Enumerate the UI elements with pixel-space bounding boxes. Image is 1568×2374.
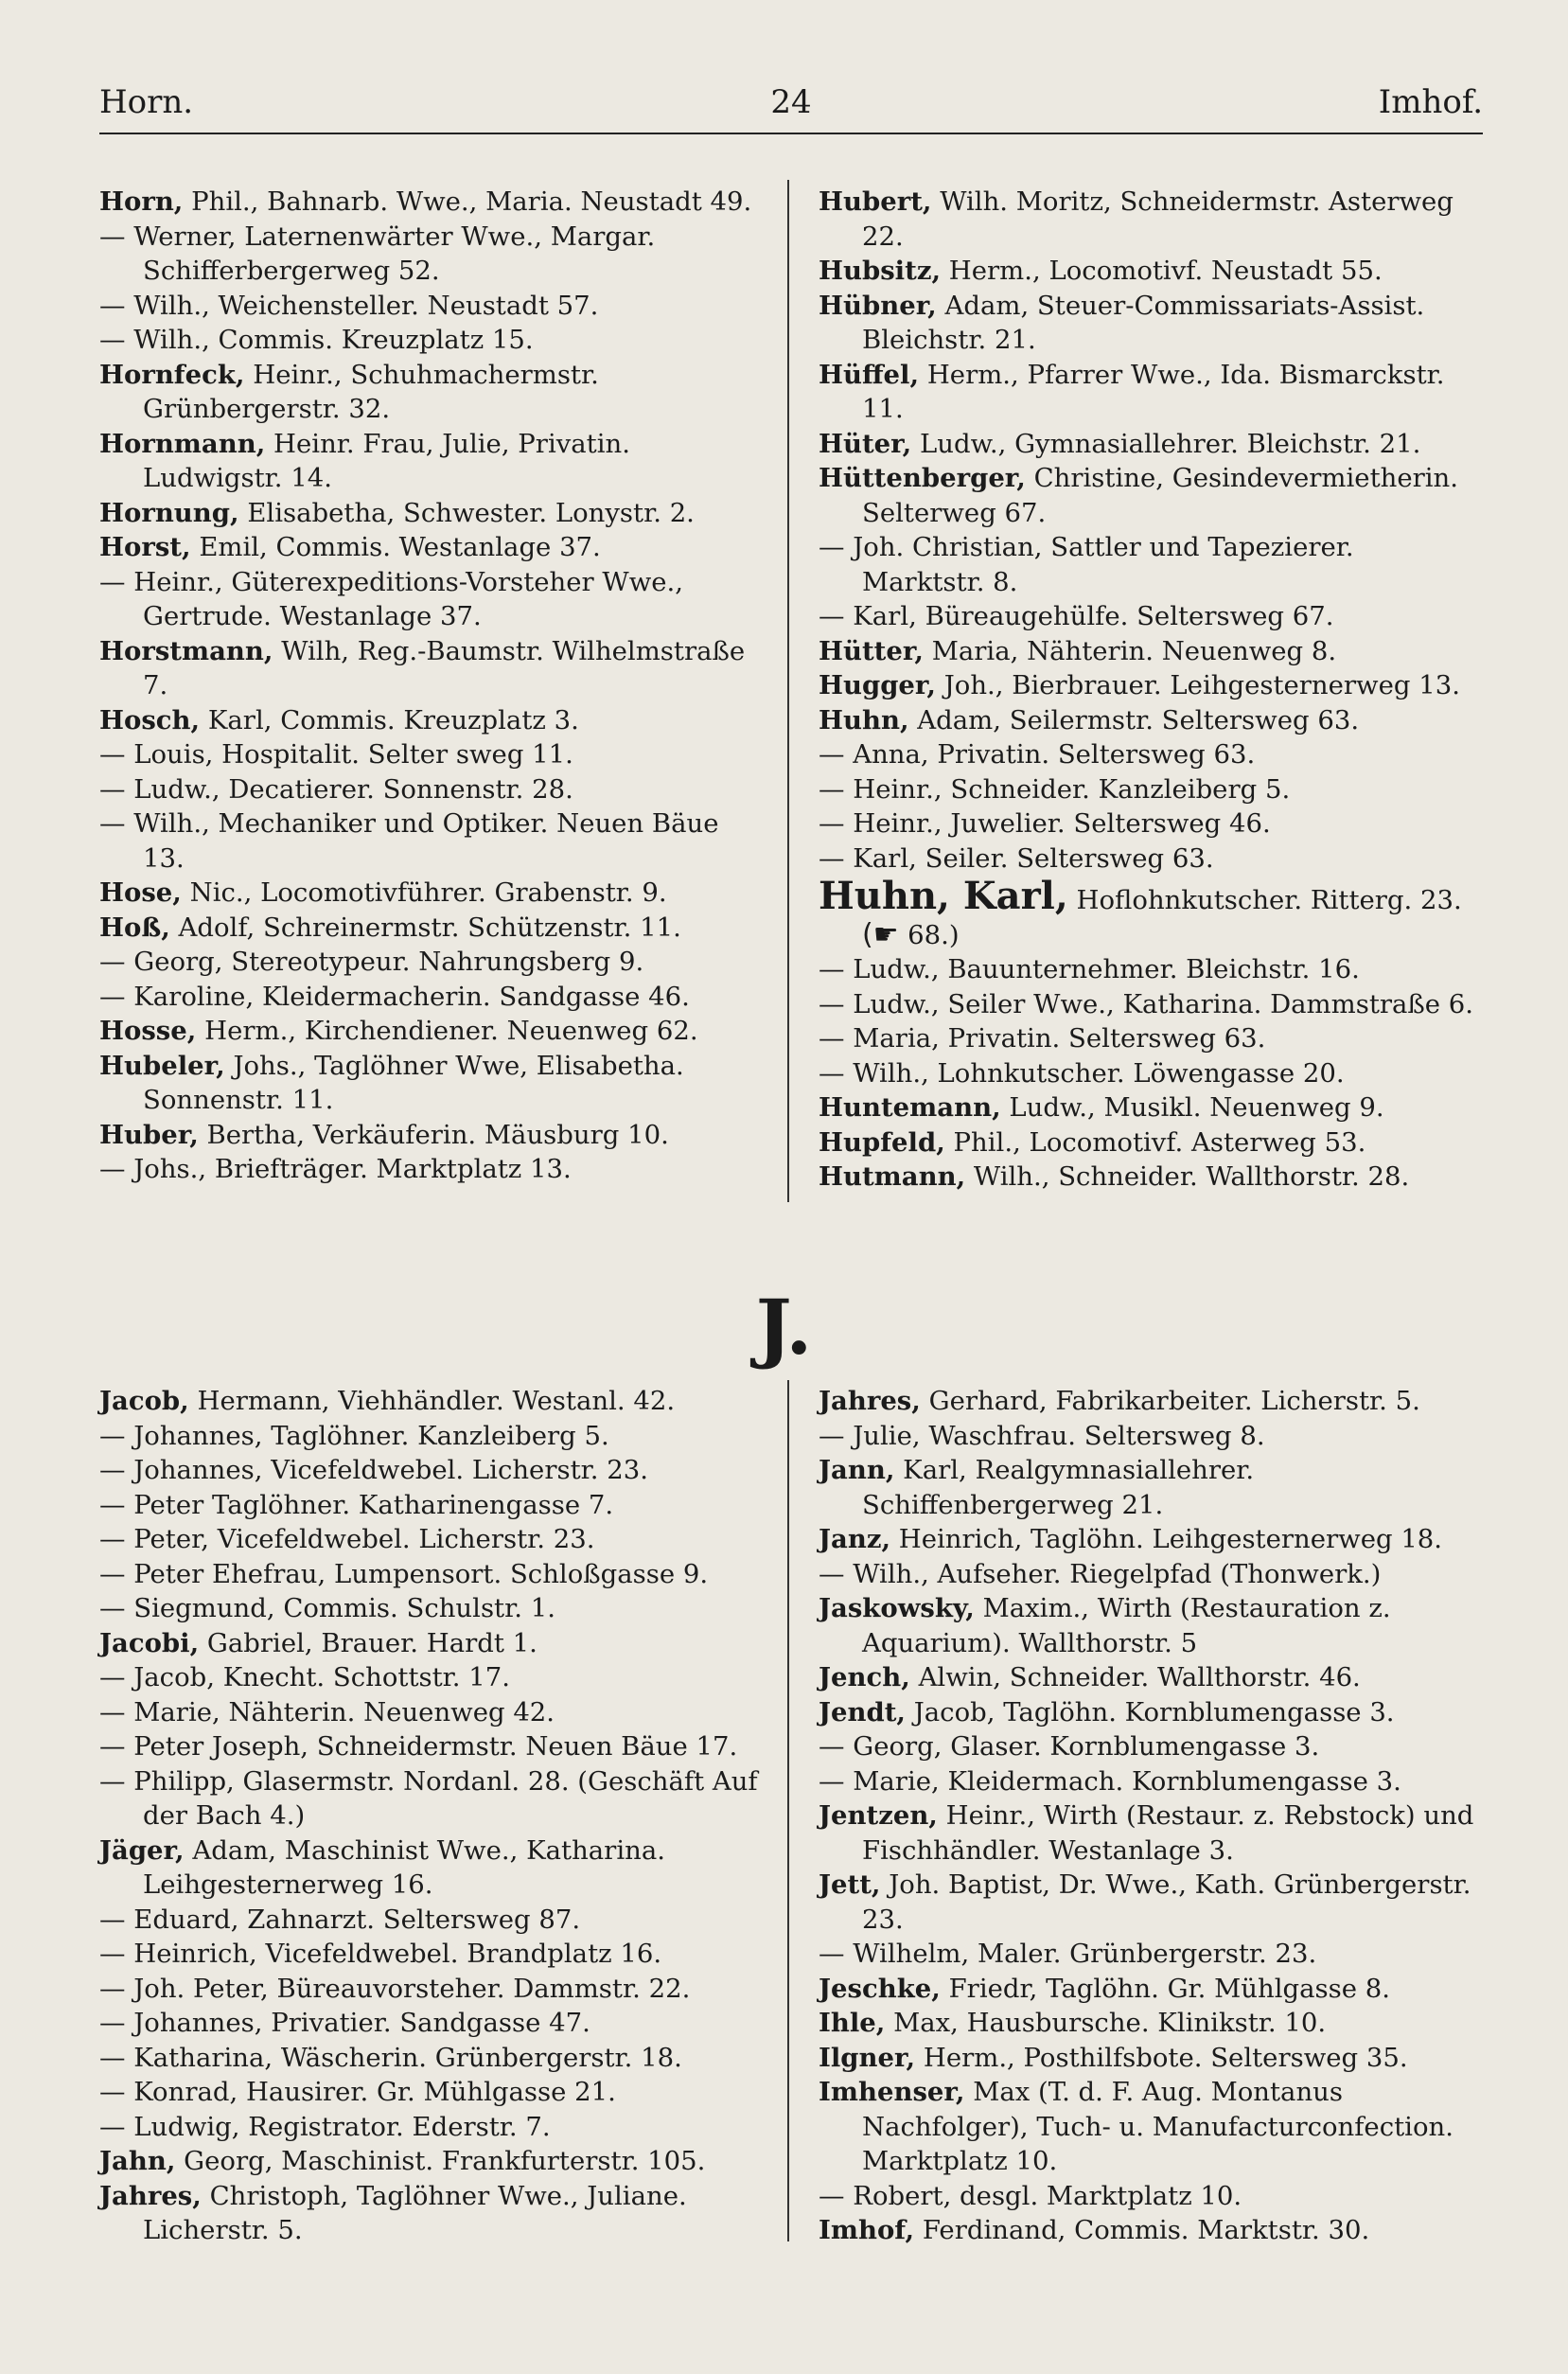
lower-column-divider: [787, 1380, 789, 2241]
directory-entry: [99, 1903, 762, 1938]
upper-left-column: [99, 185, 762, 1187]
directory-entry: [99, 2075, 762, 2110]
entry-details: — Georg, Stereotypeur. Nahrungsberg 9.: [99, 947, 644, 977]
entry-details: — Joh. Christian, Sattler und Tapezierer. Marktstr. 8.: [819, 532, 1354, 597]
entry-surname: Huhn, Karl,: [819, 874, 1068, 918]
directory-entry: [819, 987, 1483, 1022]
entry-details: Wilh., Schneider. Wallthorstr. 28.: [965, 1161, 1410, 1192]
entry-details: — Louis, Hospitalit. Selter sweg 11.: [99, 739, 573, 770]
directory-entry: [819, 2041, 1483, 2076]
entry-details: — Peter Joseph, Schneidermstr. Neuen Bäue 17.: [99, 1731, 738, 1762]
entry-details: Emil, Commis. Westanlage 37.: [190, 532, 601, 562]
entry-surname: Hose,: [99, 877, 182, 908]
entry-details: — Marie, Nähterin. Neuenweg 42.: [99, 1696, 555, 1727]
directory-entry: [819, 185, 1483, 254]
directory-entry: [99, 1626, 762, 1661]
entry-details: — Johannes, Taglöhner. Kanzleiberg 5.: [99, 1420, 609, 1451]
directory-entry: [99, 806, 762, 876]
directory-entry: [819, 1764, 1483, 1799]
header-left: Horn.: [99, 83, 194, 121]
entry-surname: Imhof,: [819, 2215, 915, 2245]
entry-surname: Huhn,: [819, 704, 909, 735]
directory-entry: [819, 2006, 1483, 2041]
directory-entry: [99, 1522, 762, 1557]
lower-left-column: [99, 1384, 762, 2248]
entry-details: Adolf, Schreinermstr. Schützenstr. 11.: [169, 912, 681, 943]
entry-surname: Hubert,: [819, 186, 932, 217]
entry-details: — Wilh., Mechaniker und Optiker. Neuen Bäue 13.: [99, 808, 719, 874]
entry-surname: Huntemann,: [819, 1092, 1001, 1123]
directory-entry: [819, 1798, 1483, 1868]
directory-entry: [99, 980, 762, 1015]
directory-entry: [99, 358, 762, 427]
entry-details: Hoflohnkutscher. Ritterg. 23.: [1067, 885, 1462, 915]
entry-details: Adam, Seilermstr. Seltersweg 63.: [908, 704, 1360, 735]
directory-entry: [99, 1118, 762, 1153]
entry-details: Jacob, Taglöhn. Kornblumengasse 3.: [906, 1696, 1395, 1727]
entry-surname: Hüttenberger,: [819, 463, 1026, 493]
entry-surname: Hüter,: [819, 428, 912, 459]
entry-details: — Eduard, Zahnarzt. Seltersweg 87.: [99, 1904, 581, 1935]
entry-details: Karl, Realgymnasiallehrer. Schiffenbergerweg 21.: [862, 1455, 1255, 1520]
entry-surname: Hosse,: [99, 1016, 197, 1046]
entry-surname: Horn,: [99, 186, 184, 217]
entry-details: — Anna, Privatin. Seltersweg 63.: [819, 739, 1256, 770]
entry-details: — Jacob, Knecht. Schottstr. 17.: [99, 1662, 510, 1692]
directory-entry: [99, 1695, 762, 1730]
directory-entry: [819, 1729, 1483, 1764]
entry-surname: Jaskowsky,: [819, 1593, 975, 1623]
entry-surname: Huber,: [99, 1119, 199, 1150]
directory-entry: [99, 1453, 762, 1488]
directory-entry: [819, 1591, 1483, 1660]
entry-details: Herm., Pfarrer Wwe., Ida. Bismarckstr. 11.: [862, 359, 1445, 424]
directory-entry: [99, 530, 762, 565]
entry-details: Hermann, Viehhändler. Westanl. 42.: [188, 1386, 676, 1416]
directory-entry: [99, 1488, 762, 1523]
entry-details: Wilh. Moritz, Schneidermstr. Asterweg 22.: [862, 186, 1453, 252]
entry-details: — Johannes, Vicefeldwebel. Licherstr. 23.: [99, 1455, 648, 1485]
directory-entry: [99, 945, 762, 980]
entry-surname: Jacob,: [99, 1386, 189, 1416]
entry-details: Phil., Locomotivf. Asterweg 53.: [944, 1126, 1366, 1158]
directory-entry: [819, 1384, 1483, 1419]
entry-details: Herm., Locomotivf. Neustadt 55.: [941, 256, 1383, 286]
directory-entry: [819, 1453, 1483, 1522]
entry-details: — Maria, Privatin. Seltersweg 63.: [819, 1023, 1266, 1054]
entry-details: Adam, Maschinist Wwe., Katharina. Leihgesternerweg 16.: [143, 1834, 665, 1900]
directory-entry: [819, 1419, 1483, 1454]
directory-entry: [819, 530, 1483, 599]
entry-details: — Heinr., Schneider. Kanzleiberg 5.: [819, 773, 1291, 805]
entry-details: Heinr. Frau, Julie, Privatin. Ludwigstr. 14.: [143, 428, 630, 493]
directory-entry: [819, 254, 1483, 289]
entry-details: Heinrich, Taglöhn. Leihgesternerweg 18.: [890, 1524, 1443, 1554]
entry-surname: Jeschke,: [819, 1973, 941, 2004]
directory-entry: [99, 565, 762, 634]
entry-details: — Wilh., Aufseher. Riegelpfad (Thonwerk.): [819, 1558, 1382, 1589]
entry-surname: Imhenser,: [819, 2077, 965, 2107]
entry-details: Max (T. d. F. Aug. Montanus Nachfolger), Tuch- u. Manufacturconfection. Marktplatz 10.: [862, 2077, 1453, 2176]
entry-surname: Ilgner,: [819, 2042, 916, 2073]
entry-surname: Hornfeck,: [99, 359, 245, 390]
directory-entry: [99, 1972, 762, 2007]
entry-surname: Jann,: [819, 1455, 895, 1485]
directory-entry: [819, 668, 1483, 703]
directory-entry: [99, 1014, 762, 1049]
directory-entry: [99, 1834, 762, 1903]
entry-details: — Werner, Laternenwärter Wwe., Margar. Schifferbergerweg 52.: [99, 221, 656, 286]
entry-surname: Jett,: [819, 1869, 881, 1900]
entry-details: — Karl, Seiler. Seltersweg 63.: [819, 842, 1214, 874]
entry-details: — Peter Taglöhner. Katharinengasse 7.: [99, 1489, 614, 1520]
entry-details: — Karoline, Kleidermacherin. Sandgasse 46.: [99, 981, 690, 1012]
directory-entry: [819, 358, 1483, 427]
entry-details: Herm., Posthilfsbote. Seltersweg 35.: [915, 2042, 1408, 2073]
entry-details: Joh., Bierbrauer. Leihgesternerweg 13.: [936, 670, 1460, 700]
entry-surname: Jentzen,: [819, 1800, 938, 1831]
directory-entry: [819, 427, 1483, 462]
directory-entry: [819, 1868, 1483, 1937]
entry-details: — Ludw., Seiler Wwe., Katharina. Dammstraße 6.: [819, 988, 1474, 1019]
directory-entry: [819, 634, 1483, 669]
entry-details: Ludw., Gymnasiallehrer. Bleichstr. 21.: [911, 428, 1421, 459]
entry-details: — Heinr., Juwelier. Seltersweg 46.: [819, 808, 1271, 839]
entry-surname: Hugger,: [819, 670, 936, 700]
entry-details: Alwin, Schneider. Wallthorstr. 46.: [909, 1662, 1361, 1692]
entry-details: — Wilh., Weichensteller. Neustadt 57.: [99, 290, 599, 321]
directory-entry: [99, 427, 762, 496]
directory-entry: [99, 737, 762, 772]
directory-entry: [99, 1557, 762, 1592]
directory-entry: [819, 2179, 1483, 2214]
entry-details: — Katharina, Wäscherin. Grünbergerstr. 18.: [99, 2042, 682, 2073]
pointing-hand-icon: (☛: [862, 917, 908, 951]
entry-details: — Wilhelm, Maler. Grünbergerstr. 23.: [819, 1939, 1317, 1969]
directory-entry: [99, 2041, 762, 2076]
entry-details: — Georg, Glaser. Kornblumengasse 3.: [819, 1731, 1320, 1762]
entry-details: Karl, Commis. Kreuzplatz 3.: [200, 704, 579, 735]
entry-surname: Hubeler,: [99, 1050, 225, 1081]
entry-details: — Ludw., Decatierer. Sonnenstr. 28.: [99, 773, 573, 805]
entry-details: Christine, Gesindevermietherin. Selterweg 67.: [862, 463, 1459, 528]
entry-surname: Hübner,: [819, 290, 937, 321]
entry-surname: Hupfeld,: [819, 1126, 945, 1158]
entry-details: Wilh, Reg.-Baumstr. Wilhelmstraße 7.: [143, 635, 746, 700]
entry-details: Elisabetha, Schwester. Lonystr. 2.: [238, 497, 695, 528]
directory-entry: [819, 876, 1483, 952]
entry-details: Joh. Baptist, Dr. Wwe., Kath. Grünbergerstr. 23.: [862, 1869, 1471, 1935]
directory-entry: [99, 703, 762, 738]
entry-surname: Hosch,: [99, 704, 201, 735]
directory-entry: [99, 2144, 762, 2179]
entry-details: — Peter, Vicefeldwebel. Licherstr. 23.: [99, 1524, 595, 1554]
directory-entry: [819, 1021, 1483, 1056]
entry-surname: Hornmann,: [99, 428, 266, 459]
directory-entry: [819, 1125, 1483, 1160]
entry-surname: Hüffel,: [819, 359, 920, 390]
entry-details: — Peter Ehefrau, Lumpensort. Schloßgasse 9.: [99, 1558, 709, 1589]
page-number: 24: [770, 83, 812, 121]
directory-entry: [819, 1160, 1483, 1195]
entry-details: Nic., Locomotivführer. Grabenstr. 9.: [181, 877, 667, 908]
entry-details: — Robert, desgl. Marktplatz 10.: [819, 2180, 1242, 2211]
directory-entry: [99, 876, 762, 911]
directory-entry: [99, 1152, 762, 1187]
directory-entry: [819, 1557, 1483, 1592]
entry-details: — Johannes, Privatier. Sandgasse 47.: [99, 2008, 590, 2038]
directory-entry: [99, 634, 762, 703]
entry-surname: Horst,: [99, 532, 191, 562]
directory-entry: [99, 911, 762, 946]
directory-entry: [819, 806, 1483, 842]
entry-details: — Siegmund, Commis. Schulstr. 1.: [99, 1593, 555, 1623]
directory-entry: [819, 461, 1483, 530]
entry-details: Georg, Maschinist. Frankfurterstr. 105.: [175, 2146, 706, 2176]
directory-entry: [99, 1764, 762, 1834]
entry-details: Gerhard, Fabrikarbeiter. Licherstr. 5.: [920, 1386, 1420, 1416]
entry-surname: Jahn,: [99, 2146, 176, 2176]
entry-details: — Ludwig, Registrator. Ederstr. 7.: [99, 2111, 551, 2142]
directory-entry: [99, 2006, 762, 2041]
entry-details: — Ludw., Bauunternehmer. Bleichstr. 16.: [819, 954, 1360, 984]
directory-entry: [99, 1049, 762, 1118]
entry-surname: Ihle,: [819, 2008, 886, 2038]
directory-entry: [819, 772, 1483, 807]
directory-entry: [819, 2075, 1483, 2179]
entry-details: Maxim., Wirth (Restauration z. Aquarium). Wallthorstr. 5: [862, 1593, 1391, 1658]
entry-details: Friedr, Taglöhn. Gr. Mühlgasse 8.: [940, 1973, 1390, 2004]
directory-entry: [819, 737, 1483, 772]
entry-details: Heinr., Wirth (Restaur. z. Rebstock) und Fischhändler. Westanlage 3.: [862, 1800, 1474, 1866]
entry-details: — Julie, Waschfrau. Seltersweg 8.: [819, 1420, 1265, 1451]
entry-details: Bertha, Verkäuferin. Mäusburg 10.: [198, 1119, 669, 1150]
entry-details: Heinr., Schuhmachermstr. Grünbergerstr. 32.: [143, 359, 599, 424]
entry-details: — Konrad, Hausirer. Gr. Mühlgasse 21.: [99, 2077, 616, 2107]
entry-surname: Janz,: [819, 1524, 891, 1554]
entry-surname: Jendt,: [819, 1696, 907, 1727]
entry-details: Adam, Steuer-Commissariats-Assist. Bleichstr. 21.: [862, 290, 1425, 355]
directory-entry: [99, 185, 762, 220]
directory-entry: [99, 289, 762, 324]
entry-details: — Marie, Kleidermach. Kornblumengasse 3.: [819, 1765, 1401, 1797]
directory-entry: [99, 220, 762, 289]
directory-entry: [819, 952, 1483, 987]
section-letter: J.: [755, 1283, 813, 1372]
directory-entry: [99, 2179, 762, 2248]
entry-details: — Joh. Peter, Büreauvorsteher. Dammstr. 22.: [99, 1973, 691, 2004]
directory-entry: [99, 1419, 762, 1454]
directory-entry: [819, 2213, 1483, 2248]
entry-surname: Horstmann,: [99, 635, 273, 666]
entry-details: Phil., Bahnarb. Wwe., Maria. Neustadt 49.: [183, 186, 752, 217]
entry-details: Ferdinand, Commis. Marktstr. 30.: [914, 2215, 1370, 2245]
entry-details: — Heinr., Güterexpeditions-Vorsteher Wwe., Gertrude. Westanlage 37.: [99, 566, 683, 631]
directory-entry: [99, 323, 762, 358]
entry-details: — Karl, Büreaugehülfe. Seltersweg 67.: [819, 601, 1334, 631]
entry-details: — Johs., Briefträger. Marktplatz 13.: [99, 1154, 572, 1184]
directory-entry: [819, 599, 1483, 634]
entry-details: Maria, Nähterin. Neuenweg 8.: [923, 635, 1337, 666]
entry-details: Johs., Taglöhner Wwe, Elisabetha. Sonnenstr. 11.: [143, 1050, 684, 1115]
directory-entry: [99, 2110, 762, 2145]
entry-surname: Jäger,: [99, 1834, 185, 1866]
entry-surname: Jench,: [819, 1662, 910, 1692]
entry-surname: Hutmann,: [819, 1161, 966, 1192]
directory-entry: [99, 1729, 762, 1764]
lower-right-column: [819, 1384, 1483, 2248]
telephone-note: [862, 917, 960, 951]
entry-surname: Jacobi,: [99, 1627, 200, 1658]
entry-surname: Hoß,: [99, 912, 170, 943]
directory-entry: [819, 1660, 1483, 1695]
telephone-number: 68.): [907, 919, 960, 950]
entry-surname: Hubsitz,: [819, 256, 942, 286]
upper-column-divider: [787, 180, 789, 1202]
entry-details: Herm., Kirchendiener. Neuenweg 62.: [196, 1016, 698, 1046]
entry-details: Gabriel, Brauer. Hardt 1.: [199, 1627, 537, 1658]
entry-details: — Heinrich, Vicefeldwebel. Brandplatz 16.: [99, 1939, 662, 1969]
directory-entry: [819, 842, 1483, 877]
entry-surname: Hornung,: [99, 497, 239, 528]
header-rule: [99, 133, 1483, 134]
entry-details: — Wilh., Lohnkutscher. Löwengasse 20.: [819, 1057, 1345, 1089]
directory-entry: [819, 703, 1483, 738]
directory-entry: [819, 289, 1483, 358]
directory-entry: [819, 1522, 1483, 1557]
directory-entry: [99, 1937, 762, 1972]
entry-details: — Wilh., Commis. Kreuzplatz 15.: [99, 325, 534, 355]
entry-surname: Jahres,: [99, 2180, 202, 2211]
directory-entry: [819, 1056, 1483, 1091]
entry-surname: Hütter,: [819, 635, 924, 666]
directory-entry: [819, 1090, 1483, 1125]
directory-entry: [99, 1591, 762, 1626]
directory-entry: [819, 1695, 1483, 1730]
directory-entry: [99, 1660, 762, 1695]
directory-entry: [99, 496, 762, 531]
directory-entry: [819, 1937, 1483, 1972]
upper-right-column: [819, 185, 1483, 1195]
page-header: [99, 83, 1483, 131]
entry-surname: Jahres,: [819, 1386, 921, 1416]
directory-entry: [99, 772, 762, 807]
entry-details: Christoph, Taglöhner Wwe., Juliane. Licherstr. 5.: [143, 2180, 687, 2245]
entry-details: Max, Hausbursche. Klinikstr. 10.: [885, 2008, 1327, 2038]
entry-details: — Philipp, Glasermstr. Nordanl. 28. (Geschäft Auf der Bach 4.): [99, 1765, 758, 1831]
directory-entry: [99, 1384, 762, 1419]
entry-details: Ludw., Musikl. Neuenweg 9.: [1000, 1092, 1384, 1123]
header-right: Imhof.: [1378, 83, 1483, 121]
directory-entry: [819, 1972, 1483, 2007]
